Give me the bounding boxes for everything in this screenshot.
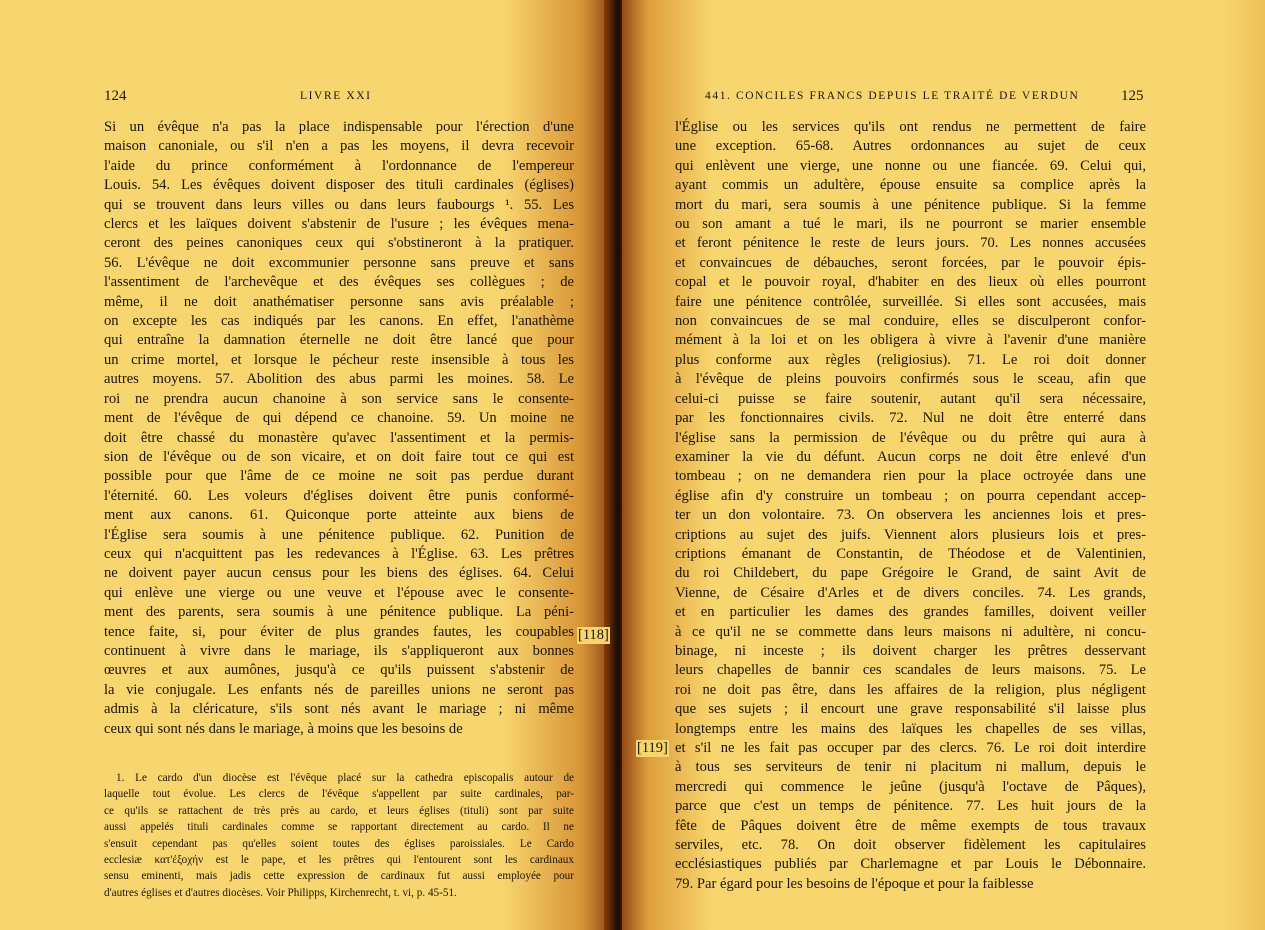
left-body-line: un crime mortel, et lorsque le pécheur reste insensible à tous les xyxy=(104,351,574,368)
left-body-line: ment aux canons. 61. Quiconque porte atteinte aux biens de xyxy=(104,507,574,524)
right-body-line: que ses sujets ; il encourt une grave responsabilité s'il laisse plus xyxy=(675,701,1146,718)
left-page-number: 124 xyxy=(104,88,127,104)
left-body-line: Si un évêque n'a pas la place indispensable pour l'érection d'une xyxy=(104,119,574,135)
right-body-line: binage, ni inceste ; ils doivent charger les prêtres desservant xyxy=(675,642,1146,659)
right-body-line: 79. Par égard pour les besoins de l'époque et pour la faiblesse xyxy=(675,875,1034,892)
left-body-line: Louis. 54. Les évêques doivent disposer des tituli cardinales (églises) xyxy=(104,177,574,194)
left-body-line: roi ne prendra aucun chanoine à son service sans le consente- xyxy=(104,390,574,407)
right-body-line: à ce qu'il ne se commette dans leurs maisons ni adultère, ni concu- xyxy=(675,623,1146,640)
right-body-line: et en particulier les dames des grandes familles, doivent veiller xyxy=(675,604,1146,621)
right-body-line: l'église sans la permission de l'évêque ou du prêtre qui aura à xyxy=(675,429,1146,446)
left-page xyxy=(0,0,612,930)
right-body-line: leurs chapelles de bannir ces scandales de leurs maisons. 75. Le xyxy=(675,662,1146,679)
left-body-line: doit être chassé du monastère qu'avec l'assentiment et la permis- xyxy=(104,429,574,446)
left-body-line: maison canoniale, ou s'il n'en a pas les moyens, il devra recevoir xyxy=(104,138,574,155)
left-body-line: la vie conjugale. Les enfants nés de pareilles unions ne seront pas xyxy=(104,681,574,698)
right-body-line: non convaincues de se mal conduire, elles se disculperont confor- xyxy=(675,313,1146,330)
left-body-line: on excepte les cas indiqués par les canons. En effet, l'anathème xyxy=(104,313,574,330)
right-body-text xyxy=(675,118,1146,894)
right-body-line: une exception. 65-68. Autres ordonnances au sujet de ceux xyxy=(675,138,1146,155)
footnote-line: laquelle tout évolue. Les clercs de l'évêque s'appellent par suite cardinales, par- xyxy=(104,788,574,801)
footnote-line: d'autres églises et d'autres diocèses. Voir Philipps, Kirchenrecht, t. vi, p. 45-51. xyxy=(104,886,457,899)
right-body-line: criptions au sujet des juifs. Viennent alors plusieurs lois et pres- xyxy=(675,526,1146,543)
right-body-line: mercredi qui commence le jeûne (jusqu'à l'octave de Pâques), xyxy=(675,778,1146,795)
left-body-line: autres moyens. 57. Abolition des abus parmi les moines. 58. Le xyxy=(104,371,574,388)
right-body-line: criptions émanant de Constantin, de Théodose et de Valentinien, xyxy=(675,545,1146,562)
left-body-line: qui enlève une vierge ou une veuve et l'épouse avec le consente- xyxy=(104,584,574,601)
footnote-line: sensu eminenti, mais jadis cette expression de cardinaux fut aussi employée pour xyxy=(104,870,574,883)
footnote-line: ecclesiæ κατ'ἐξοχήν est le pape, et les prêtres qui l'entourent sont les cardinaux xyxy=(104,854,574,867)
left-body-line: ceront des peines canoniques ceux qui s'obstineront à la pratiquer. xyxy=(104,235,574,252)
left-body-line: l'Église sera soumis à une pénitence publique. 62. Punition de xyxy=(104,526,574,543)
right-body-line: du roi Childebert, du pape Grégoire le Grand, de saint Avit de xyxy=(675,565,1146,582)
left-body-line: ment des parents, sera soumis à une pénitence publique. La péni- xyxy=(104,604,574,621)
right-body-line: fête de Pâques doivent être de même exempts de tous travaux xyxy=(675,817,1146,834)
right-body-line: à tous ses serviteurs de tenir ni placitum ni mallum, depuis le xyxy=(675,759,1146,776)
footnote-line: aussi appelés tituli cardinales comme se rapportant directement au cardo. Il ne xyxy=(104,821,574,834)
left-body-line: continuent à vivre dans le mariage, ils s'appliqueront aux bonnes xyxy=(104,642,574,659)
right-body-line: à l'évêque de pleins pouvoirs confirmés sous le sceau, afin que xyxy=(675,371,1146,388)
right-body-line: serviles, etc. 78. On doit observer fidèlement les capitulaires xyxy=(675,837,1146,854)
left-body-line: qui se trouvent dans leurs villes ou dans leurs faubourgs ¹. 55. Les xyxy=(104,196,574,213)
left-body-line: l'aide du prince conformément à l'ordonnance de l'empereur xyxy=(104,157,574,174)
footnote-line: s'ensuit cependant pas qu'elles soient toutes des églises paroissiales. Le Cardo xyxy=(104,837,574,850)
right-body-line: roi ne doit pas être, dans les affaires de la religion, plus négligent xyxy=(675,681,1146,698)
right-body-line: examiner la vie du défunt. Aucun corps ne doit être enlevé d'un xyxy=(675,448,1146,465)
left-body-line: clercs et les laïques doivent s'abstenir de l'usure ; les évêques mena- xyxy=(104,216,574,233)
right-body-line: faire une pénitence contrôlée, surveillée. Si elles sont accusées, mais xyxy=(675,293,1146,310)
margin-marker-118: [118] xyxy=(578,627,609,643)
right-body-line: ayant commis un adultère, épouse ensuite sa complice après la xyxy=(675,177,1146,194)
right-body-line: l'Église ou les services qu'ils ont rendus ne permettent de faire xyxy=(675,119,1146,135)
right-body-line: celui-ci puisse se faire soutenir, autant qu'il sera nécessaire, xyxy=(675,390,1146,407)
right-body-line: par les fonctionnaires civils. 72. Nul ne doit être enterré dans xyxy=(675,410,1146,427)
left-body-line: sion de l'évêque ou de son vicaire, et on doit faire tout ce qui est xyxy=(104,448,574,465)
right-body-line: ecclésiastiques publiés par Charlemagne et par Louis le Débonnaire. xyxy=(675,856,1146,873)
right-body-line: église afin d'y construire un tombeau ; on pourra cependant accep- xyxy=(675,487,1146,504)
margin-marker-119: [119] xyxy=(637,740,668,756)
right-body-line: mort du mari, sera soumis à une pénitence publique. Si la femme xyxy=(675,196,1146,213)
left-body-line: admis à la cléricature, s'ils sont nés avant le mariage ; ni même xyxy=(104,701,574,718)
footnote-line: ce qu'ils se rattachent de très près au cardo, et leurs églises (tituli) sont par suite xyxy=(104,804,574,817)
right-page-number: 125 xyxy=(1121,88,1144,104)
left-body-line: qui entraîne la damnation éternelle ne doit être lancé que pour xyxy=(104,332,574,349)
left-body-line: ceux qui n'acquittent pas les redevances à l'Église. 63. Les prêtres xyxy=(104,545,574,562)
footnote-line: 1. Le cardo d'un diocèse est l'évêque placé sur la cathedra episcopalis autour de xyxy=(116,772,574,784)
left-running-head: LIVRE XXI xyxy=(300,90,372,102)
right-body-line: longtemps entre les mains des laïques les chapelles de ses villas, xyxy=(675,720,1146,737)
right-body-line: et s'il ne les fait pas occuper par des clercs. 76. Le roi doit interdire xyxy=(675,740,1146,756)
right-body-line: qui enlèvent une vierge, une nonne ou une fiancée. 69. Celui qui, xyxy=(675,157,1146,174)
left-body-line: 56. L'évêque ne doit excommunier personne sans preuve et sans xyxy=(104,254,574,271)
left-body-line: ceux qui sont nés dans le mariage, à moins que les besoins de xyxy=(104,720,463,737)
right-running-head: 441. CONCILES FRANCS DEPUIS LE TRAITÉ DE VERDUN xyxy=(705,90,1080,102)
right-body-line: et convaincues de débauches, seront forcées, par le pouvoir épis- xyxy=(675,254,1146,271)
right-page xyxy=(622,0,1265,930)
left-body-line: tence faite, si, pour éviter de plus grandes fautes, les coupables xyxy=(104,623,574,640)
right-body-line: tombeau ; on ne demandera rien pour la place octroyée dans une xyxy=(675,468,1146,485)
right-body-line: ou son amant a tué le mari, ils ne pourront se marier ensemble xyxy=(675,216,1146,233)
left-body-line: l'éternité. 60. Les voleurs d'églises doivent être punis conformé- xyxy=(104,487,574,504)
left-body-line: œuvres et aux aumônes, jusqu'à ce qu'ils puissent s'abstenir de xyxy=(104,662,574,679)
left-body-line: possible pour que l'âme de ce moine ne soit pas perdue durant xyxy=(104,468,574,485)
right-body-line: plus conforme aux règles (religiosius). 71. Le roi doit donner xyxy=(675,351,1146,368)
left-body-text xyxy=(104,118,574,739)
right-body-line: ter un don volontaire. 73. On observera les anciennes lois et pres- xyxy=(675,507,1146,524)
right-body-line: mément à la loi et on les obligera à vivre à l'avenir d'une manière xyxy=(675,332,1146,349)
right-body-line: copal et le pouvoir royal, d'habiter en des lieux où elles pourront xyxy=(675,274,1146,291)
left-body-line: ne doivent payer aucun census pour les biens des églises. 64. Celui xyxy=(104,565,574,582)
right-body-line: parce que c'est un temps de pénitence. 77. Les huit jours de la xyxy=(675,798,1146,815)
right-body-line: Vienne, de Césaire d'Arles et de divers conciles. 74. Les grands, xyxy=(675,584,1146,601)
right-body-line: et feront pénitence le reste de leurs jours. 70. Les nonnes accusées xyxy=(675,235,1146,252)
left-body-line: l'assentiment de l'archevêque et des évêques ses collègues ; de xyxy=(104,274,574,291)
left-body-line: même, il ne doit anathématiser personne sans avis préalable ; xyxy=(104,293,574,310)
left-footnote xyxy=(104,770,574,901)
left-body-line: ment de l'évêque de qui dépend ce chanoine. 59. Un moine ne xyxy=(104,410,574,427)
